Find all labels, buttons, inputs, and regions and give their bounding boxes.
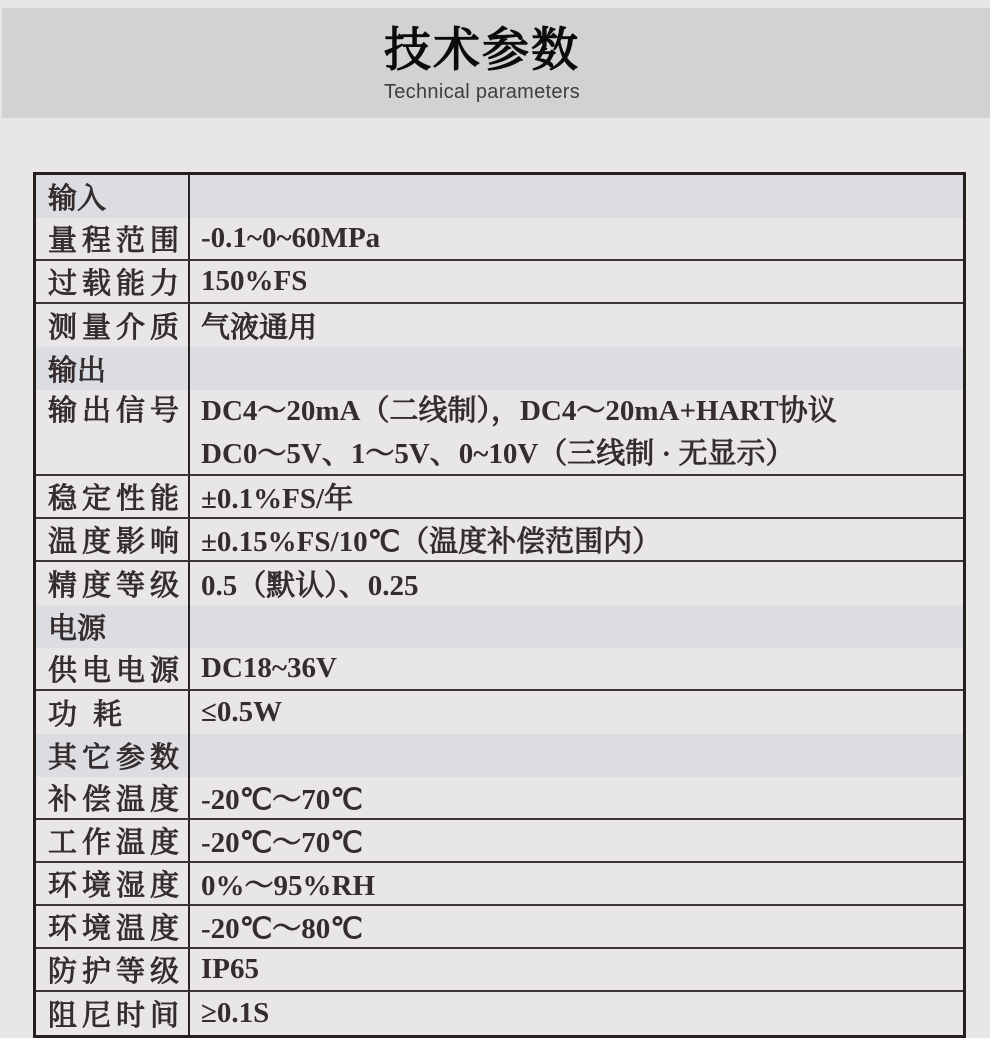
spec-row-protection [36,949,963,992]
spec-row-supply [36,648,963,691]
row-label: 环境湿度 [36,863,190,904]
section-row-output [36,347,963,390]
row-value: IP65 [201,953,259,985]
row-value [190,734,963,777]
row-value: ±0.15%FS/10℃（温度补偿范围内） [201,526,662,558]
row-value: -0.1~0~60MPa [201,222,381,254]
row-value [190,390,963,474]
spec-row-comp-temp [36,777,963,820]
row-label: 量程范围 [36,218,190,259]
row-value [190,605,963,648]
row-label: 输出信号 [36,390,190,474]
row-value: -20℃～80℃ [201,913,363,945]
section-row-input [36,175,963,218]
spec-row-accuracy [36,562,963,605]
spec-row-stability [36,476,963,519]
row-label: 温度影响 [36,519,190,560]
spec-row-medium [36,304,963,347]
spec-row-overload [36,261,963,304]
row-label: 输出 [36,347,190,390]
row-label: 精度等级 [36,562,190,605]
page-subtitle: Technical parameters [383,81,581,103]
row-value: 150%FS [201,265,308,297]
row-value [190,175,963,218]
row-value [190,347,963,390]
spec-row-work-temp [36,820,963,863]
spec-row-output-signal [36,390,963,476]
row-label: 测量介质 [36,304,190,347]
row-label: 补偿温度 [36,777,190,818]
row-value: 0.5（默认）、0.25 [201,570,419,602]
spec-row-ambient-temp [36,906,963,949]
row-label: 其它参数 [36,734,190,777]
spec-row-range [36,218,963,261]
row-label: 环境温度 [36,906,190,947]
spec-row-consumption [36,691,963,734]
row-value: -20℃～70℃ [201,827,363,859]
spec-row-humidity [36,863,963,906]
spec-table [33,172,966,1038]
row-value-line-2: DC0～5V、1～5V、0~10V（三线制 · 无显示） [201,438,795,470]
section-row-other [36,734,963,777]
row-value-line-1: DC4～20mA（二线制），DC4～20mA+HART协议 [201,395,837,427]
section-row-power [36,605,963,648]
row-label: 过载能力 [36,261,190,302]
row-label: 稳定性能 [36,476,190,517]
row-label: 工作温度 [36,820,190,861]
spec-row-damping [36,992,963,1035]
row-value: 0%～95%RH [201,870,376,902]
row-label: 输入 [36,175,190,218]
row-label: 阻尼时间 [36,992,190,1035]
row-value: ±0.1%FS/年 [201,483,354,515]
row-value: ≥0.1S [201,997,270,1029]
row-value: 气液通用 [201,312,318,344]
page-header [0,24,977,103]
row-label: 功耗 [36,691,190,734]
row-value: DC18~36V [201,652,337,684]
spec-row-temp-effect [36,519,963,562]
row-value: -20℃～70℃ [201,784,363,816]
row-label: 供电电源 [36,648,190,689]
row-value: ≤0.5W [201,696,283,728]
row-label: 电源 [36,605,190,648]
row-label: 防护等级 [36,949,190,990]
page-title: 技术参数 [384,23,580,76]
